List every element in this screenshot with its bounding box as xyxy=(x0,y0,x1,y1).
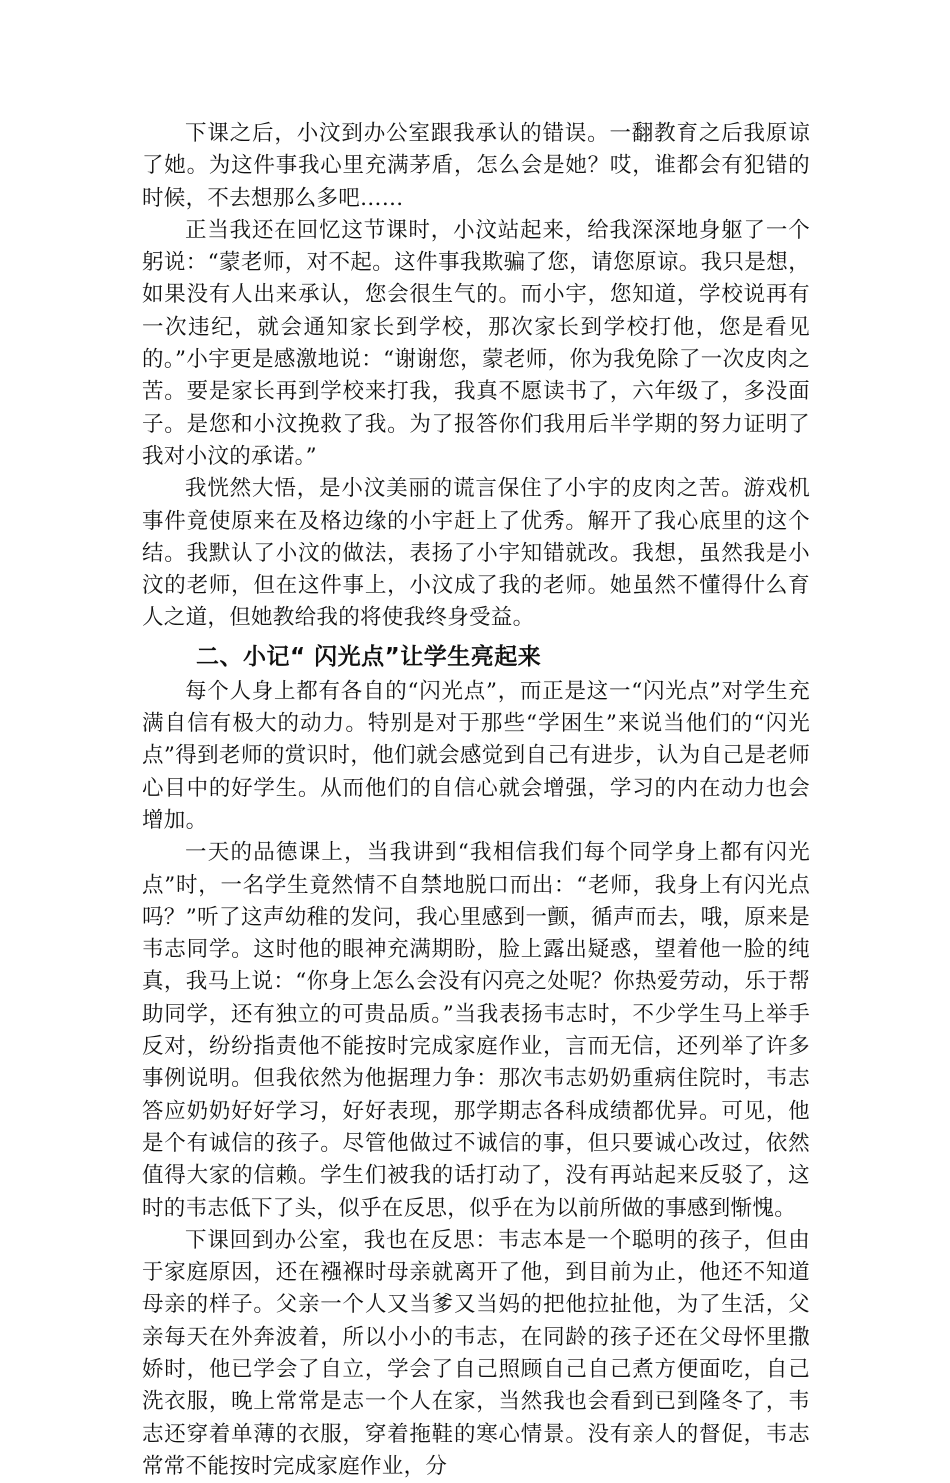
paragraph-6: 下课回到办公室，我也在反思：韦志本是一个聪明的孩子，但由于家庭原因，还在襁褓时母亲就离开了他，到目前为止，他还不知道母亲的样子。父亲一个人又当爹又当妈的把他拉扯他，为了生活，父亲每天在外奔波着，所以小小的韦志，在同龄的孩子还在父母怀里撒娇时，他已学会了自立，学会了自己照顾自己自己煮方便面吃，自己洗衣服，晚上常常是志一个人在家，当然我也会看到已到隆冬了，韦志还穿着单薄的衣服，穿着拖鞋的寒心情景。没有亲人的督促，韦志常常不能按时完成家庭作业，分 xyxy=(142,1227,810,1479)
paragraph-5: 一天的品德课上，当我讲到“我相信我们每个同学身上都有闪光点”时，一名学生竟然情不自禁地脱口而出：“老师，我身上有闪光点吗？”听了这声幼稚的发问，我心里感到一颤，循声而去，哦，原来是韦志同学。这时他的眼神充满期盼，脸上露出疑惑，望着他一脸的纯真，我马上说：“你身上怎么会没有闪亮之处呢？你热爱劳动，乐于帮助同学，还有独立的可贵品质。”当我表扬韦志时，不少学生马上举手反对，纷纷指责他不能按时完成家庭作业，言而无信，还列举了许多事例说明。但我依然为他据理力争：那次韦志奶奶重病住院时，韦志答应奶奶好好学习，好好表现，那学期志各科成绩都优异。可见，他是个有诚信的孩子。尽管他做过不诚信的事，但只要诚心改过，依然值得大家的信赖。学生们被我的话打动了，没有再站起来反驳了，这时的韦志低下了头，似乎在反思，似乎在为以前所做的事感到惭愧。 xyxy=(142,840,810,1221)
paragraph-4: 每个人身上都有各自的“闪光点”，而正是这一“闪光点”对学生充满自信有极大的动力。特别是对于那些“学困生”来说当他们的“闪光点”得到老师的赏识时，他们就会感觉到自己有进步，认为自己是老师心目中的好学生。从而他们的自信心就会增强，学习的内在动力也会增加。 xyxy=(142,678,810,833)
paragraph-3: 我恍然大悟，是小汶美丽的谎言保住了小宇的皮肉之苦。游戏机事件竟使原来在及格边缘的小宇赶上了优秀。解开了我心底里的这个结。我默认了小汶的做法，表扬了小宇知错就改。我想，虽然我是小汶的老师，但在这件事上，小汶成了我的老师。她虽然不懂得什么育人之道，但她教给我的将使我终身受益。 xyxy=(142,476,810,631)
document-page xyxy=(142,118,810,1483)
paragraph-1: 下课之后，小汶到办公室跟我承认的错误。一翻教育之后我原谅了她。为这件事我心里充满茅盾，怎么会是她？哎，谁都会有犯错的时候，不去想那么多吧…… xyxy=(142,121,810,211)
paragraph-2: 正当我还在回忆这节课时，小汶站起来，给我深深地身躯了一个躬说：“蒙老师，对不起。这件事我欺骗了您，请您原谅。我只是想，如果没有人出来承认，您会很生气的。而小宇，您知道，学校说再有一次违纪，就会通知家长到学校，那次家长到学校打他，您是看见的。”小宇更是感激地说：“谢谢您，蒙老师，你为我免除了一次皮肉之苦。要是家长再到学校来打我，我真不愿读书了，六年级了，多没面子。是您和小汶挽救了我。为了报答你们我用后半学期的努力证明了我对小汶的承诺。” xyxy=(142,217,810,469)
section-heading: 二、小记“ 闪光点”让学生亮起来 xyxy=(196,643,542,670)
